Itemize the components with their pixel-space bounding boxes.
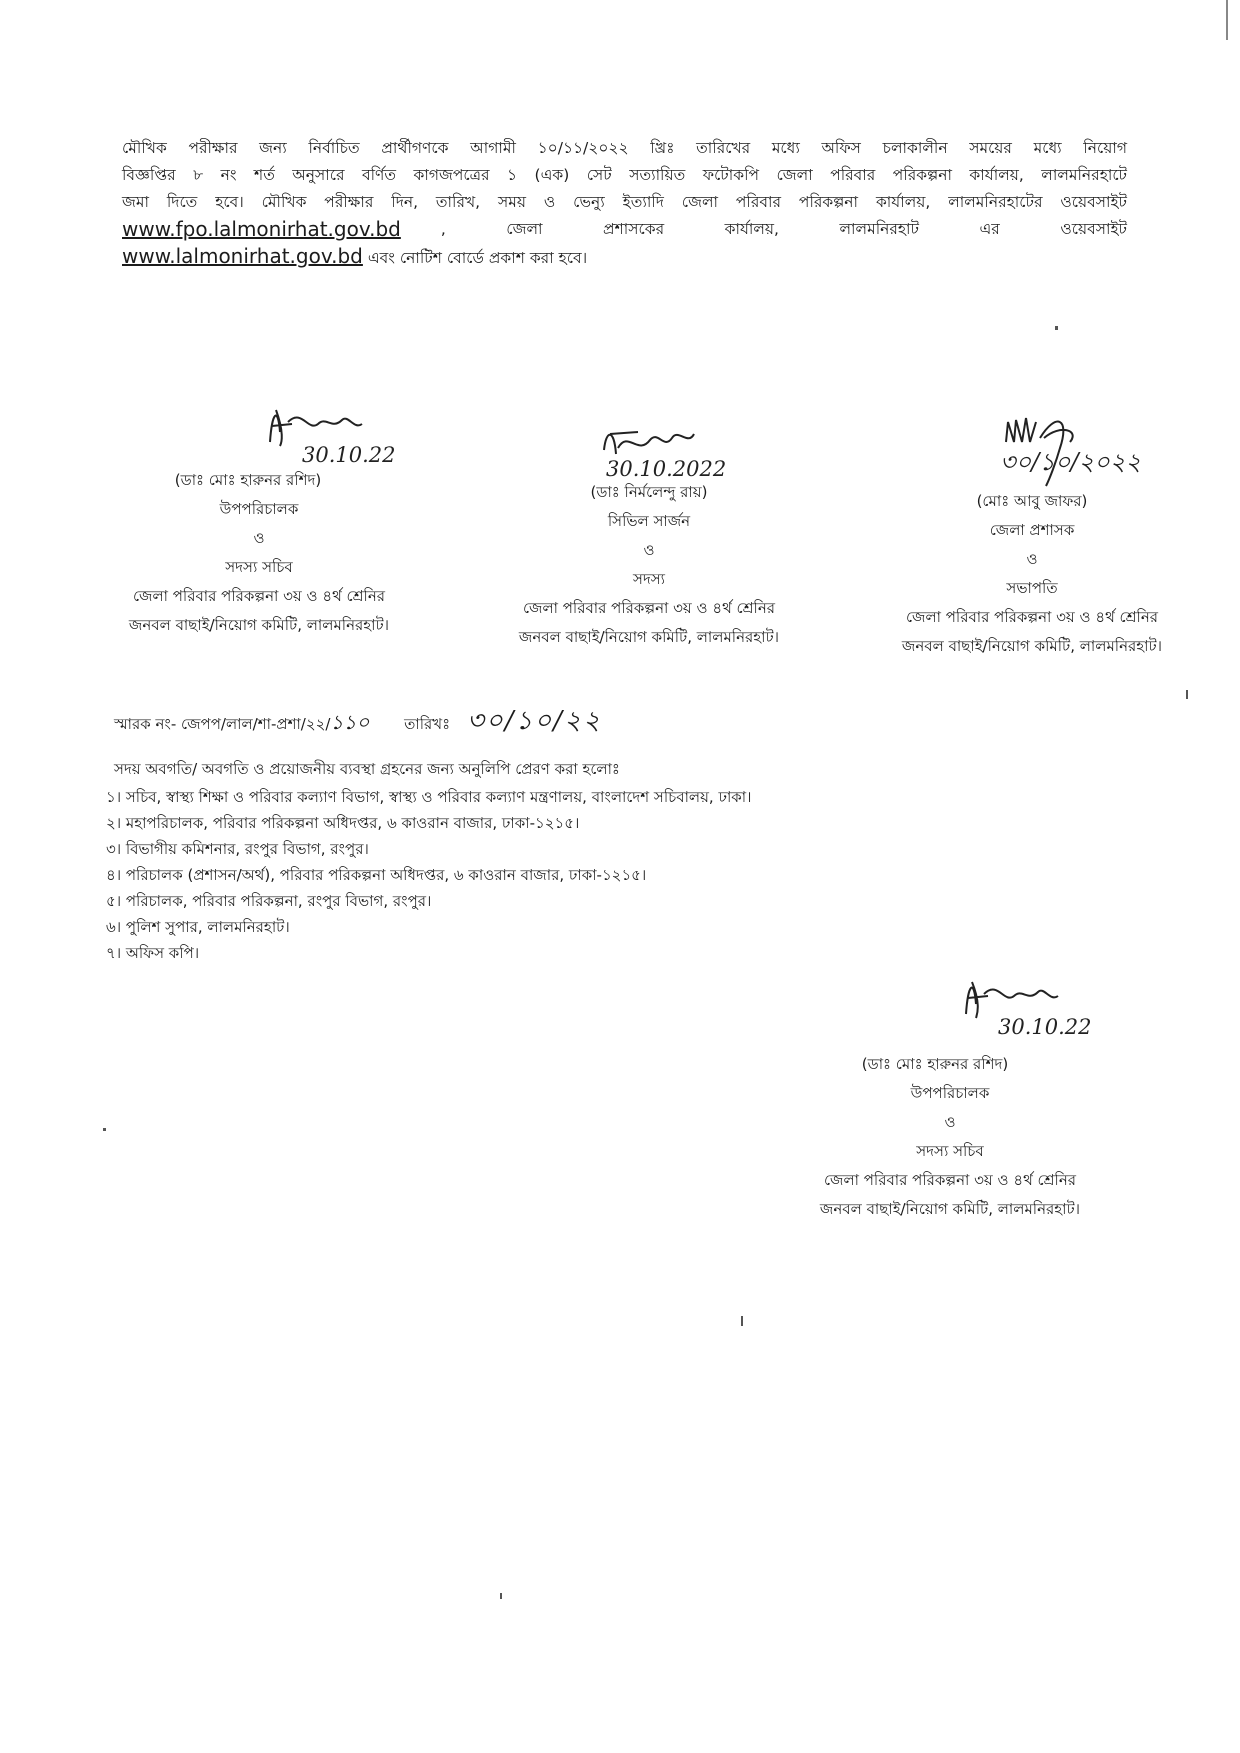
- signature-bottom: [960, 972, 1130, 1038]
- fpo-website-link[interactable]: www.fpo.lalmonirhat.gov.bd: [122, 217, 401, 241]
- list-item: ৭। অফিস কপি।: [106, 944, 200, 962]
- signatory-left-role: সদস্য সচিব: [225, 558, 293, 576]
- signature-middle: [598, 420, 778, 484]
- signatory-left-conj: ও: [253, 529, 265, 547]
- signatory-middle-committee-1: জেলা পরিবার পরিকল্পনা ৩য় ও ৪র্থ শ্রেনির: [522, 599, 776, 617]
- signatory-bottom-designation: উপপরিচালক: [910, 1084, 990, 1102]
- signatory-left-committee-2: জনবল বাছাই/নিয়োগ কমিটি, লালমনিরহাট।: [128, 616, 390, 634]
- signatory-right-name: (মোঃ আবু জাফর): [976, 492, 1088, 510]
- paragraph-line-4-text: , জেলা প্রশাসকের কার্যালয়, লালমনিরহাট এর ওয়েবসাইট: [440, 220, 1127, 238]
- scan-speck: [741, 1316, 743, 1326]
- signatory-bottom: [780, 1050, 1120, 1224]
- memo-number-label: স্মারক নং- জেপপ/লাল/শা-প্রশা/২২/: [114, 715, 331, 733]
- signatory-right-conj: ও: [1026, 550, 1038, 568]
- signature-middle-date: 30.10.2022: [606, 457, 727, 481]
- list-item: ২। মহাপরিচালক, পরিবার পরিকল্পনা অধিদপ্তর, ৬ কাওরান বাজার, ঢাকা-১২১৫।: [106, 814, 580, 832]
- signatory-bottom-name: (ডাঃ মোঃ হারুনর রশিদ): [861, 1055, 1009, 1073]
- signatory-right: [862, 487, 1202, 661]
- paragraph-line-2: বিজ্ঞপ্তির ৮ নং শর্ত অনুসারে বর্ণিত কাগজপত্রের ১ (এক) সেট সত্যায়িত ফটোকপি জেলা পরিবার পরিকল্পনা কার্যালয়, লালমনিরহাটে: [122, 166, 1127, 184]
- signatory-bottom-conj: ও: [944, 1113, 956, 1131]
- signatory-middle-role: সদস্য: [632, 570, 666, 588]
- signature-left-date: 30.10.22: [302, 443, 396, 467]
- recipient-list: [106, 784, 752, 966]
- paragraph-line-5-text: এবং নোটিশ বোর্ডে প্রকাশ করা হবে।: [362, 249, 588, 267]
- scan-speck: [103, 1128, 106, 1131]
- signatory-left-name: (ডাঃ মোঃ হারুনর রশিদ): [174, 471, 322, 489]
- signatory-right-committee-1: জেলা পরিবার পরিকল্পনা ৩য় ও ৪র্থ শ্রেনির: [905, 608, 1159, 626]
- signatory-bottom-committee-1: জেলা পরিবার পরিকল্পনা ৩য় ও ৪র্থ শ্রেনির: [823, 1171, 1077, 1189]
- signatory-middle-designation: সিভিল সার্জন: [607, 512, 691, 530]
- signatory-middle: [478, 478, 820, 652]
- list-item: ৬। পুলিশ সুপার, লালমনিরহাট।: [106, 918, 290, 936]
- signatory-right-committee-2: জনবল বাছাই/নিয়োগ কমিটি, লালমনিরহাট।: [901, 637, 1163, 655]
- signature-bottom-date: 30.10.22: [998, 1015, 1092, 1039]
- memo-date-label: তারিখঃ: [404, 715, 451, 733]
- memo-number-handwritten: ১১০: [330, 710, 370, 734]
- list-item: ৪। পরিচালক (প্রশাসন/অর্থ), পরিবার পরিকল্পনা অধিদপ্তর, ৬ কাওরান বাজার, ঢাকা-১২১৫।: [106, 866, 647, 884]
- list-item: ৫। পরিচালক, পরিবার পরিকল্পনা, রংপুর বিভাগ, রংপুর।: [106, 892, 432, 910]
- copy-intro: সদয় অবগতি/ অবগতি ও প্রয়োজনীয় ব্যবস্থা গ্রহনের জন্য অনুলিপি প্রেরণ করা হলোঃ: [114, 760, 620, 778]
- paragraph-line-5: [122, 243, 1127, 272]
- paragraph-line-1: মৌখিক পরীক্ষার জন্য নির্বাচিত প্রার্থীগণকে আগামী ১০/১১/২০২২ খ্রিঃ তারিখের মধ্যে অফিস চলাকালীন সময়ের মধ্যে নিয়োগ: [122, 139, 1127, 157]
- memo-date-handwritten: ৩০/১০/২২: [466, 706, 602, 736]
- scan-speck: [500, 1593, 502, 1599]
- scan-speck: [1226, 0, 1228, 40]
- signature-right-date: ৩০/১০/২০২২: [1000, 448, 1141, 476]
- paragraph-line-3: জমা দিতে হবে। মৌখিক পরীক্ষার দিন, তারিখ, সময় ও ভেন্যু ইত্যাদি জেলা পরিবার পরিকল্পনা কার্যালয়, লালমনিরহাটের ওয়েবসাইট: [122, 193, 1127, 211]
- signature-left: [262, 402, 432, 468]
- scan-speck: [1055, 326, 1058, 330]
- signatory-left-committee-1: জেলা পরিবার পরিকল্পনা ৩য় ও ৪র্থ শ্রেনির: [132, 587, 386, 605]
- signatory-middle-committee-2: জনবল বাছাই/নিয়োগ কমিটি, লালমনিরহাট।: [518, 628, 780, 646]
- signatory-bottom-committee-2: জনবল বাছাই/নিয়োগ কমিটি, লালমনিরহাট।: [819, 1200, 1081, 1218]
- signatory-right-designation: জেলা প্রশাসক: [989, 521, 1075, 539]
- scan-speck: [1186, 690, 1188, 699]
- signatory-middle-conj: ও: [643, 541, 655, 559]
- district-website-link[interactable]: www.lalmonirhat.gov.bd: [122, 244, 363, 268]
- signature-right: [1000, 408, 1210, 488]
- signatory-middle-name: (ডাঃ নির্মলেন্দু রায়): [590, 483, 708, 501]
- memo-line: [114, 700, 602, 744]
- notice-paragraph: [122, 135, 1127, 272]
- list-item: ৩। বিভাগীয় কমিশনার, রংপুর বিভাগ, রংপুর।: [106, 840, 369, 858]
- signatory-left: [88, 466, 430, 640]
- paragraph-line-4: [122, 216, 1127, 243]
- signatory-left-designation: উপপরিচালক: [219, 500, 299, 518]
- signatory-bottom-role: সদস্য সচিব: [916, 1142, 984, 1160]
- signatory-right-role: সভাপতি: [1006, 579, 1058, 597]
- list-item: ১। সচিব, স্বাস্থ্য শিক্ষা ও পরিবার কল্যাণ বিভাগ, স্বাস্থ্য ও পরিবার কল্যাণ মন্ত্রণালয়, বাংলাদেশ সচিবালয়, ঢাকা।: [106, 788, 752, 806]
